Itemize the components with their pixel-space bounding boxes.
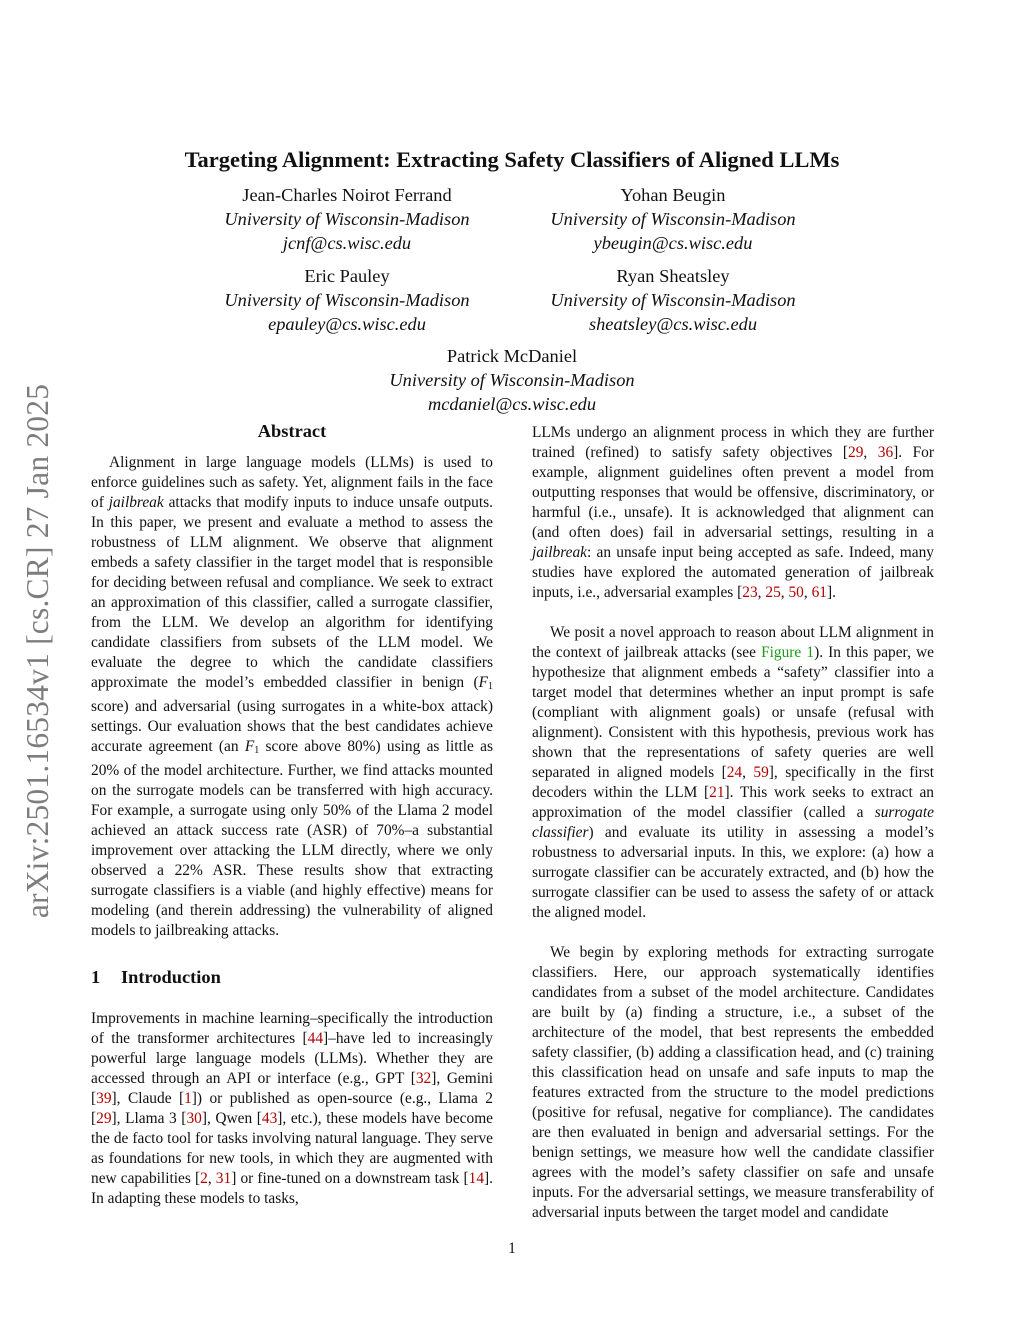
citation-link[interactable]: 44 [307, 1030, 324, 1047]
author-name: Patrick McDaniel [446, 346, 578, 366]
citation-link[interactable]: 39 [96, 1090, 112, 1107]
introduction-paragraph: We begin by exploring methods for extracting surrogate classifiers. Here, our approach systematically identifies candidates from a subset of the model architecture. Candidates are built by (a) finding a structure, i.e., a subset of the architecture of the model, that best represents the embedded safety classifier, (b) adding a classification head, and (c) training this classification head on unsafe and safe inputs to map the features extracted from the structure to the model predictions (positive for refusal, negative for compliance). The candidates are then evaluated in benign and adversarial settings. For the benign settings, we measure how well the candidate classifier agrees with the model’s safety classifier on safe and unsafe inputs. For the adversarial settings, we measure transferability of adversarial inputs between the target model and candidate [532, 944, 934, 1221]
author-email: mcdaniel@cs.wisc.edu [427, 394, 597, 414]
section-heading-introduction: 1 Introduction [91, 967, 221, 987]
introduction-paragraph: LLMs undergo an alignment process in which they are further trained (refined) to satisfy safety objectives [29, 36]. For example, alignment guidelines often prevent a model from outputting responses that would be offensive, discriminatory, or harmful (i.e., unsafe). It is acknowledged that alignment can (and often does) fail in adversarial settings, resulting in a jailbreak: an unsafe input being accepted as safe. Indeed, many studies have explored the automated generation of jailbreak inputs, i.e., adversarial examples [23, 25, 50, 61]. [532, 424, 934, 601]
author-affiliation: University of Wisconsin-Madison [389, 370, 635, 390]
citation-link[interactable]: 2 [200, 1170, 208, 1187]
introduction-paragraph: We posit a novel approach to reason about LLM alignment in the context of jailbreak attacks (see Figure 1). In this paper, we hypothesize that alignment embeds a “safety” classifier into a target model that determines whether an input prompt is safe (compliant with alignment goals) or unsafe (refusal with alignment). Consistent with this hypothesis, previous work has shown that the representations of safety queries are well separated in aligned models [24, 59], specifically in the first decoders within the LLM [21]. This work seeks to extract an approximation of the model classifier (called a surrogate classifier) and evaluate its utility in assessing a model’s robustness to adversarial inputs. In this, we explore: (a) how a surrogate classifier can be accurately extracted, and (b) how the surrogate classifier can be used to assess the safety of or attack the aligned model. [532, 624, 934, 921]
citation-link[interactable]: 50 [788, 584, 804, 601]
introduction-body-left [91, 1009, 493, 1209]
author-affiliation: University of Wisconsin-Madison [224, 290, 470, 310]
author-affiliation: University of Wisconsin-Madison [224, 209, 470, 229]
arxiv-identifier-stamp [16, 362, 60, 940]
author-block-1 [197, 183, 497, 255]
citation-link[interactable]: 29 [96, 1110, 112, 1127]
author-name: Jean-Charles Noirot Ferrand [242, 185, 452, 205]
figure-reference-link[interactable]: Figure 1 [761, 644, 815, 661]
author-block-3 [197, 264, 497, 336]
citation-link[interactable]: 36 [877, 444, 894, 461]
author-affiliation: University of Wisconsin-Madison [550, 209, 796, 229]
abstract-heading: Abstract [257, 421, 327, 441]
author-affiliation: University of Wisconsin-Madison [550, 290, 796, 310]
author-email: ybeugin@cs.wisc.edu [593, 233, 753, 253]
citation-link[interactable]: 43 [261, 1110, 278, 1127]
citation-link[interactable]: 29 [848, 444, 864, 461]
introduction-body-right [532, 423, 934, 1223]
author-name: Ryan Sheatsley [616, 266, 730, 286]
citation-link[interactable]: 31 [215, 1170, 232, 1187]
author-name: Yohan Beugin [620, 185, 726, 205]
author-block-2 [523, 183, 823, 255]
citation-link[interactable]: 21 [709, 784, 725, 801]
citation-link[interactable]: 14 [468, 1170, 485, 1187]
abstract-paragraph: Alignment in large language models (LLMs) is used to enforce guidelines such as safety. Yet, alignment fails in the face of jailbreak attacks that modify inputs to induce unsafe outputs. In this paper, we present and evaluate a method to assess the robustness of LLM alignment. We observe that alignment embeds a safety classifier in the target model that is responsible for deciding between refusal and compliance. We seek to extract an approximation of this classifier, called a surrogate classifier, from the LLM. We develop an algorithm for identifying candidate classifiers from subsets of the LLM model. We evaluate the degree to which the candidate classifiers approximate the model’s embedded classifier in benign ($F_1$ score) and adversarial (using surrogates in a white-box attack) settings. Our evaluation shows that the best candidates achieve accurate agreement (an $F_1$ score above 80%) using as little as 20% of the model architecture. Further, we find attacks mounted on the surrogate models can be transferred with high accuracy. For example, a surrogate using only 50% of the Llama 2 model achieved an attack success rate (ASR) of 70%–a substantial improvement over attacking the LLM directly, where we only observed a 22% ASR. These results show that extracting surrogate classifiers is a viable (and highly effective) means for modeling (and therein addressing) the vulnerability of aligned models to jailbreaking attacks. [91, 454, 493, 939]
citation-link[interactable]: 23 [742, 584, 758, 601]
author-block-5 [362, 344, 662, 416]
author-email: jcnf@cs.wisc.edu [282, 233, 412, 253]
citation-link[interactable]: 1 [184, 1090, 192, 1107]
author-email: epauley@cs.wisc.edu [268, 314, 426, 334]
arxiv-identifier-text: arXiv:2501.16534v1 [cs.CR] 27 Jan 2025 [20, 383, 55, 919]
citation-link[interactable]: 59 [753, 764, 769, 781]
citation-link[interactable]: 61 [811, 584, 827, 601]
citation-link[interactable]: 24 [726, 764, 743, 781]
citation-link[interactable]: 32 [415, 1070, 432, 1087]
citation-link[interactable]: 30 [186, 1110, 202, 1127]
page-number: 1 [508, 1240, 516, 1257]
citation-link[interactable]: 25 [765, 584, 781, 601]
abstract-body [91, 453, 493, 941]
author-email: sheatsley@cs.wisc.edu [588, 314, 758, 334]
author-name: Eric Pauley [304, 266, 390, 286]
author-block-4 [523, 264, 823, 336]
paper-title: Targeting Alignment: Extracting Safety Classifiers of Aligned LLMs [184, 147, 840, 172]
introduction-paragraph: Improvements in machine learning–specifically the introduction of the transformer architectures [44]–have led to increasingly powerful large language models (LLMs). Whether they are accessed through an API or interface (e.g., GPT [32], Gemini [39], Claude [1]) or published as open-source (e.g., Llama 2 [29], Llama 3 [30], Qwen [43], etc.), these models have become the de facto tool for tasks involving natural language. They serve as foundations for new tools, in which they are augmented with new capabilities [2, 31] or fine-tuned on a downstream task [14]. In adapting these models to tasks, [91, 1010, 493, 1207]
